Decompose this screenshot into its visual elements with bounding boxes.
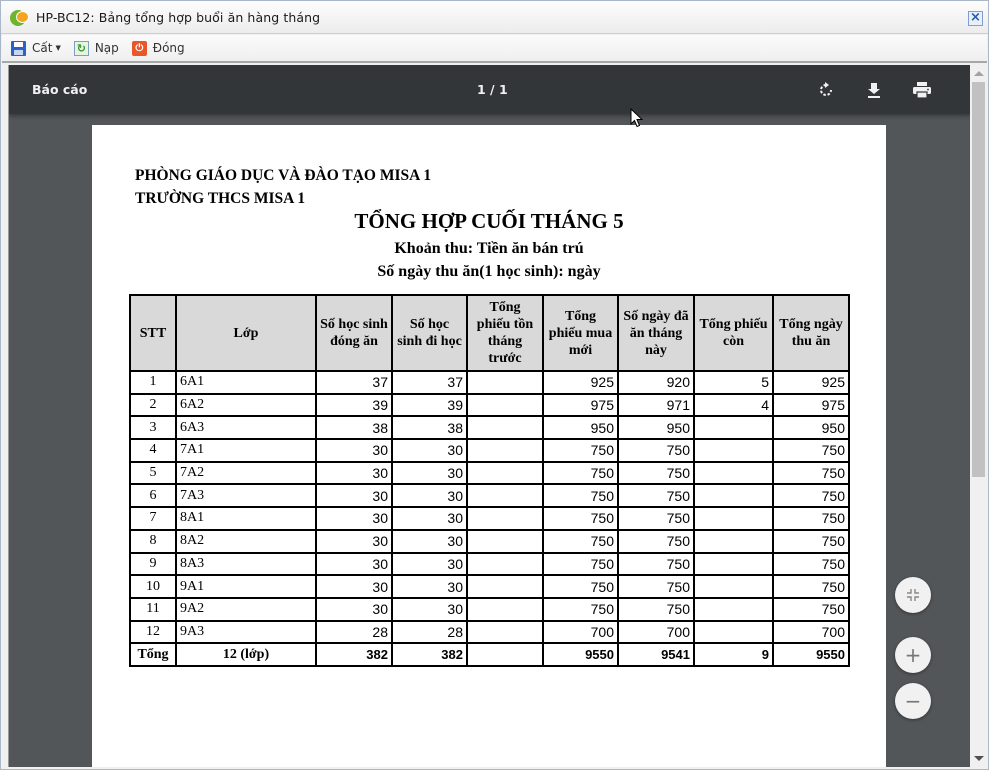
cell-stt: 1: [130, 371, 176, 394]
cell-total-days: 975: [773, 394, 849, 417]
cell-students-paid: 30: [316, 598, 392, 621]
table-row: [130, 462, 849, 485]
cell-tickets-remaining: [694, 484, 773, 507]
org-department: PHÒNG GIÁO DỤC VÀ ĐÀO TẠO MISA 1: [135, 167, 432, 184]
cell-new-tickets: 750: [543, 439, 618, 462]
save-button[interactable]: [11, 41, 61, 56]
table-body: [130, 371, 849, 666]
vertical-scrollbar[interactable]: [970, 65, 987, 767]
reload-button[interactable]: [74, 41, 119, 56]
cell-class: 12 (lớp): [176, 643, 316, 666]
mouse-cursor-icon: [630, 108, 644, 128]
col-header-students-attending: Số học sinh đi học: [392, 295, 467, 371]
cell-stt: 8: [130, 530, 176, 553]
col-header-tickets-remaining: Tổng phiếu còn: [694, 295, 773, 371]
cell-stt: 2: [130, 394, 176, 417]
cell-prev-tickets: [467, 394, 543, 417]
cell-days-eaten: 750: [618, 439, 694, 462]
cell-students-paid: 37: [316, 371, 392, 394]
table-row: [130, 394, 849, 417]
viewer-title: Báo cáo: [32, 82, 88, 97]
cell-students-attending: 30: [392, 507, 467, 530]
report-title: TỔNG HỢP CUỐI THÁNG 5: [354, 209, 624, 233]
report-subtitle-days: Số ngày thu ăn(1 học sinh): ngày: [377, 263, 601, 280]
cell-stt: 5: [130, 462, 176, 485]
cell-tickets-remaining: [694, 621, 773, 644]
zoom-in-icon: +: [904, 643, 922, 667]
cell-new-tickets: 975: [543, 394, 618, 417]
cell-students-paid: 28: [316, 621, 392, 644]
cell-students-attending: 37: [392, 371, 467, 394]
scrollbar-thumb[interactable]: [972, 82, 985, 477]
table-total-row: [130, 643, 849, 666]
cell-class: 7A2: [176, 462, 316, 485]
cell-students-attending: 30: [392, 462, 467, 485]
cell-tickets-remaining: [694, 553, 773, 576]
cell-stt: 12: [130, 621, 176, 644]
cell-prev-tickets: [467, 462, 543, 485]
cell-days-eaten: 750: [618, 553, 694, 576]
cell-total-days: 750: [773, 439, 849, 462]
title-bar: [1, 1, 988, 34]
cell-total-days: 750: [773, 575, 849, 598]
cell-days-eaten: 750: [618, 484, 694, 507]
cell-days-eaten: 971: [618, 394, 694, 417]
table-row: [130, 575, 849, 598]
cell-students-attending: 39: [392, 394, 467, 417]
col-header-days-eaten: Số ngày đã ăn tháng này: [618, 295, 694, 371]
cell-days-eaten: 750: [618, 598, 694, 621]
cell-total-days: 700: [773, 621, 849, 644]
cell-tickets-remaining: [694, 462, 773, 485]
table-header-row: [130, 295, 849, 371]
close-label: Đóng: [152, 41, 185, 55]
cell-students-attending: 28: [392, 621, 467, 644]
cell-class: 6A3: [176, 416, 316, 439]
table-row: [130, 416, 849, 439]
report-page: [92, 125, 886, 767]
cell-tickets-remaining: 9: [694, 643, 773, 666]
cell-stt: 11: [130, 598, 176, 621]
col-header-total-days: Tổng ngày thu ăn: [773, 295, 849, 371]
cell-days-eaten: 750: [618, 507, 694, 530]
cell-students-attending: 30: [392, 553, 467, 576]
cell-tickets-remaining: [694, 575, 773, 598]
cell-class: 9A2: [176, 598, 316, 621]
cell-class: 9A1: [176, 575, 316, 598]
app-logo-icon: [10, 8, 30, 26]
cell-tickets-remaining: 4: [694, 394, 773, 417]
cell-stt: 3: [130, 416, 176, 439]
report-header-org: [135, 164, 431, 210]
refresh-icon: ↻: [74, 41, 89, 56]
cell-students-paid: 30: [316, 484, 392, 507]
cell-students-paid: 38: [316, 416, 392, 439]
cell-total-days: 750: [773, 553, 849, 576]
cell-new-tickets: 750: [543, 462, 618, 485]
cell-prev-tickets: [467, 416, 543, 439]
rotate-icon: [818, 82, 834, 98]
cell-students-attending: 38: [392, 416, 467, 439]
cell-new-tickets: 700: [543, 621, 618, 644]
cell-days-eaten: 750: [618, 462, 694, 485]
cell-new-tickets: 750: [543, 484, 618, 507]
table-row: [130, 530, 849, 553]
cell-students-paid: 30: [316, 575, 392, 598]
cell-students-attending: 30: [392, 439, 467, 462]
download-button[interactable]: [863, 79, 885, 101]
rotate-button[interactable]: [815, 79, 837, 101]
zoom-in-button[interactable]: [895, 637, 931, 673]
cell-tickets-remaining: [694, 598, 773, 621]
table-row: [130, 621, 849, 644]
cell-students-paid: 30: [316, 439, 392, 462]
org-school: TRƯỜNG THCS MISA 1: [135, 190, 306, 207]
table-row: [130, 507, 849, 530]
table-row: [130, 598, 849, 621]
cell-total-days: 9550: [773, 643, 849, 666]
cell-stt: 10: [130, 575, 176, 598]
cell-students-paid: 382: [316, 643, 392, 666]
cell-new-tickets: 750: [543, 598, 618, 621]
cell-students-attending: 30: [392, 575, 467, 598]
reload-label: Nạp: [94, 41, 119, 55]
fit-page-button[interactable]: [895, 577, 931, 613]
window-close-button[interactable]: [968, 11, 983, 26]
cell-class: 8A3: [176, 553, 316, 576]
floppy-disk-icon: [11, 41, 26, 56]
col-header-prev-tickets: Tổng phiếu tồn tháng trước: [467, 295, 543, 371]
cell-days-eaten: 700: [618, 621, 694, 644]
cell-class: 6A1: [176, 371, 316, 394]
cell-prev-tickets: [467, 371, 543, 394]
window-title: HP-BC12: Bảng tổng hợp buổi ăn hàng tháng: [36, 9, 321, 25]
cell-total-days: 750: [773, 462, 849, 485]
cell-new-tickets: 9550: [543, 643, 618, 666]
cell-class: 6A2: [176, 394, 316, 417]
cell-stt: Tổng: [130, 643, 176, 666]
scroll-down-arrow-icon[interactable]: [974, 756, 984, 761]
cell-class: 8A1: [176, 507, 316, 530]
cell-total-days: 750: [773, 507, 849, 530]
toolbar: [2, 35, 987, 63]
cell-students-paid: 30: [316, 462, 392, 485]
cell-days-eaten: 750: [618, 530, 694, 553]
cell-stt: 9: [130, 553, 176, 576]
report-table: [129, 294, 850, 667]
cell-prev-tickets: [467, 598, 543, 621]
report-subtitle-fee: Khoản thu: Tiền ăn bán trú: [394, 240, 584, 257]
cell-students-paid: 30: [316, 507, 392, 530]
cell-students-paid: 30: [316, 530, 392, 553]
cell-new-tickets: 925: [543, 371, 618, 394]
cell-students-attending: 30: [392, 530, 467, 553]
table-row: [130, 484, 849, 507]
cell-prev-tickets: [467, 530, 543, 553]
close-button[interactable]: [132, 41, 185, 56]
cell-total-days: 950: [773, 416, 849, 439]
cell-stt: 4: [130, 439, 176, 462]
cell-days-eaten: 9541: [618, 643, 694, 666]
close-icon: ×: [970, 10, 981, 25]
cell-tickets-remaining: 5: [694, 371, 773, 394]
col-header-class: Lớp: [176, 295, 316, 371]
cell-tickets-remaining: [694, 530, 773, 553]
cell-students-attending: 382: [392, 643, 467, 666]
cell-tickets-remaining: [694, 507, 773, 530]
cell-total-days: 925: [773, 371, 849, 394]
cell-total-days: 750: [773, 598, 849, 621]
cell-class: 7A1: [176, 439, 316, 462]
cell-days-eaten: 750: [618, 575, 694, 598]
cell-students-attending: 30: [392, 484, 467, 507]
cell-total-days: 750: [773, 484, 849, 507]
zoom-out-icon: −: [904, 689, 922, 713]
cell-prev-tickets: [467, 507, 543, 530]
cell-days-eaten: 950: [618, 416, 694, 439]
cell-class: 8A2: [176, 530, 316, 553]
cell-prev-tickets: [467, 439, 543, 462]
cell-tickets-remaining: [694, 439, 773, 462]
cell-total-days: 750: [773, 530, 849, 553]
fit-page-icon: [906, 588, 920, 602]
cell-new-tickets: 950: [543, 416, 618, 439]
col-header-students-paid: Số học sinh đóng ăn: [316, 295, 392, 371]
cell-tickets-remaining: [694, 416, 773, 439]
power-icon: ⏻: [132, 41, 147, 56]
cell-prev-tickets: [467, 484, 543, 507]
cell-students-paid: 39: [316, 394, 392, 417]
cell-days-eaten: 920: [618, 371, 694, 394]
download-icon: [866, 82, 882, 98]
cell-stt: 6: [130, 484, 176, 507]
cell-students-paid: 30: [316, 553, 392, 576]
pdf-viewer: [8, 65, 970, 767]
cell-new-tickets: 750: [543, 553, 618, 576]
cell-prev-tickets: [467, 553, 543, 576]
cell-class: 7A3: [176, 484, 316, 507]
cell-prev-tickets: [467, 621, 543, 644]
print-icon: [913, 82, 931, 98]
cell-new-tickets: 750: [543, 507, 618, 530]
table-row: [130, 553, 849, 576]
cell-students-attending: 30: [392, 598, 467, 621]
viewer-toolbar: [9, 65, 970, 114]
cell-class: 9A3: [176, 621, 316, 644]
cell-prev-tickets: [467, 643, 543, 666]
col-header-stt: STT: [130, 295, 176, 371]
cell-new-tickets: 750: [543, 530, 618, 553]
cell-stt: 7: [130, 507, 176, 530]
chevron-down-icon[interactable]: ▼: [55, 44, 61, 52]
print-button[interactable]: [911, 79, 933, 101]
cell-prev-tickets: [467, 575, 543, 598]
scroll-up-arrow-icon[interactable]: [974, 71, 984, 76]
col-header-new-tickets: Tổng phiếu mua mới: [543, 295, 618, 371]
zoom-out-button[interactable]: [895, 683, 931, 719]
table-row: [130, 371, 849, 394]
page-indicator: 1 / 1: [477, 82, 508, 97]
save-label: Cất: [32, 41, 53, 55]
cell-new-tickets: 750: [543, 575, 618, 598]
table-row: [130, 439, 849, 462]
